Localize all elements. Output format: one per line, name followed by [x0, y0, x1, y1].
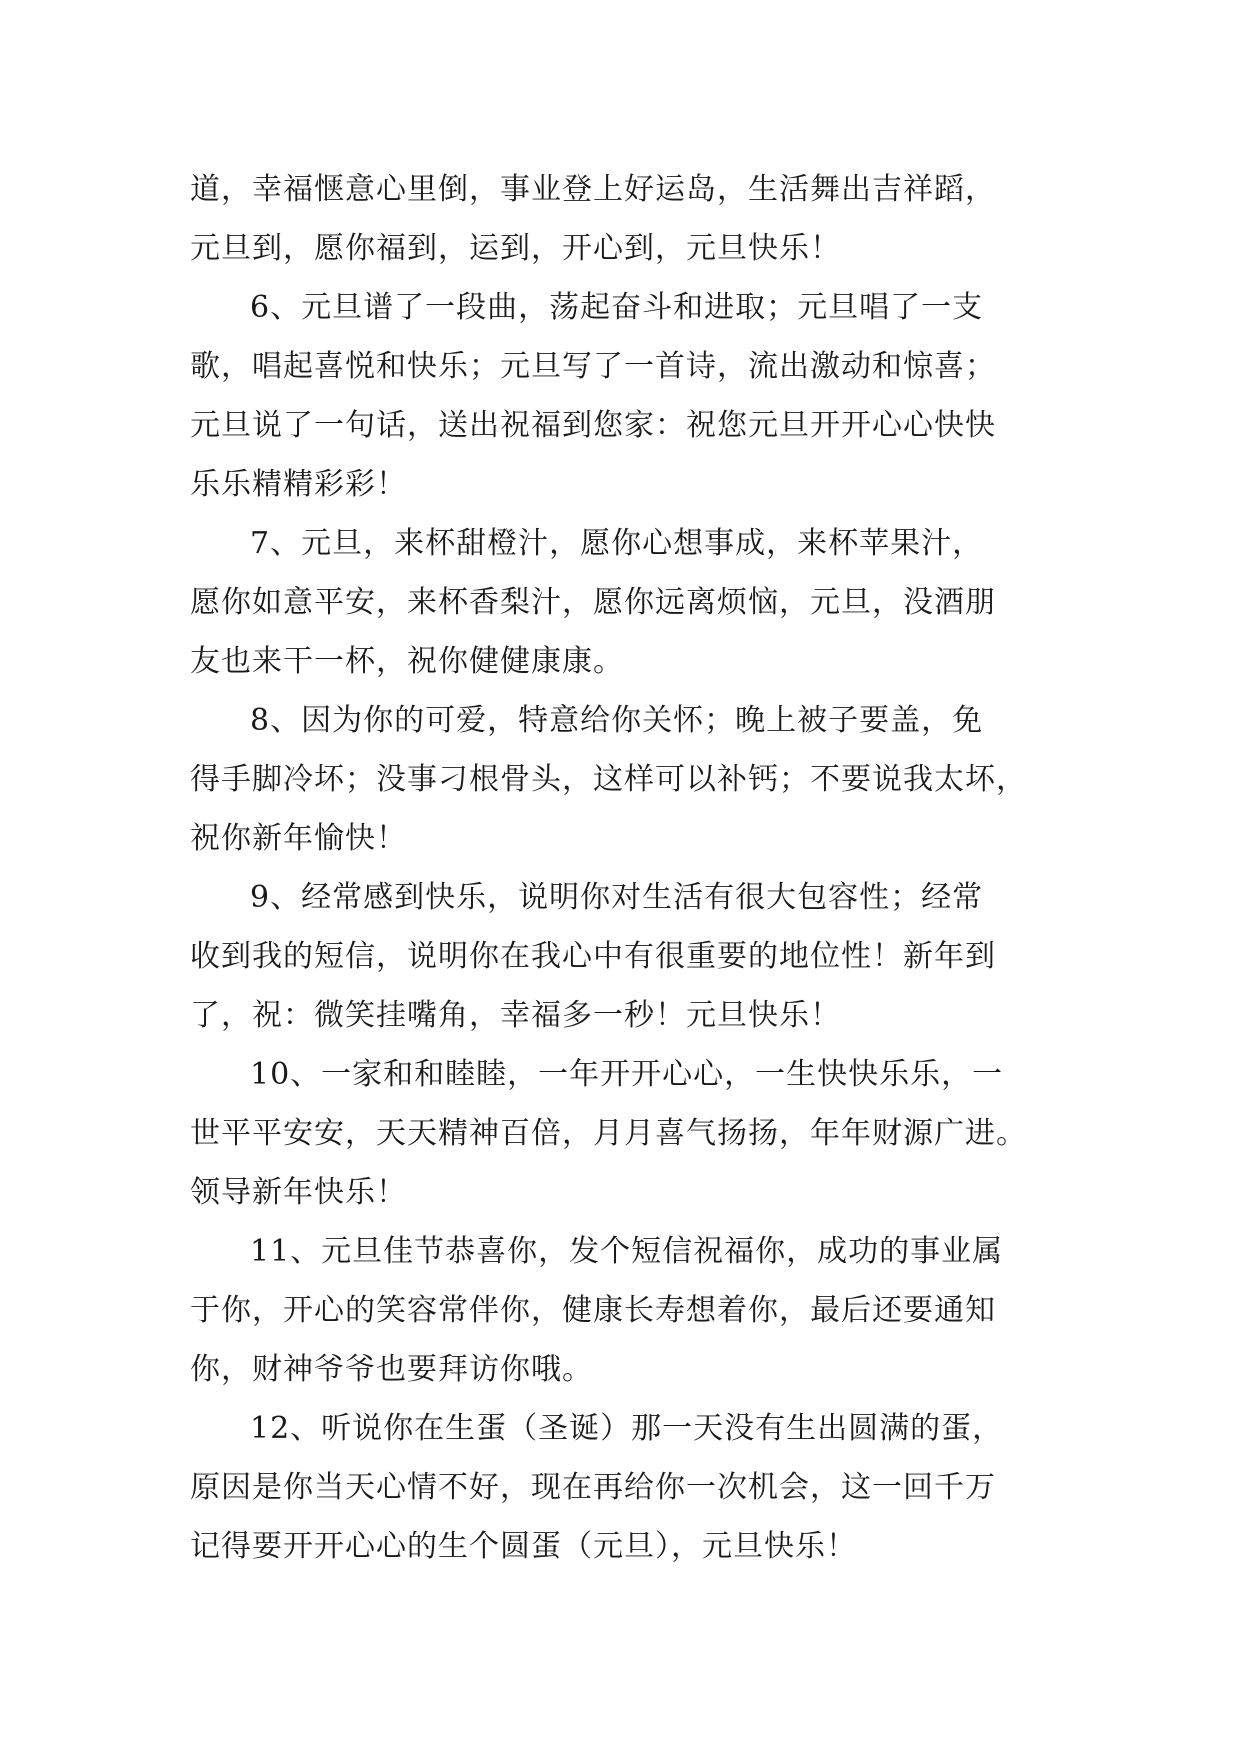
paragraph-item-8 — [190, 691, 1070, 868]
text-line: 6、元旦谱了一段曲，荡起奋斗和进取；元旦唱了一支 — [250, 290, 984, 325]
paragraph-item-11 — [190, 1222, 1070, 1399]
paragraph-item-10 — [190, 1045, 1070, 1222]
text-line: 友也来干一杯，祝你健健康康。 — [190, 644, 624, 679]
text-line: 你，财神爷爷也要拜访你哦。 — [190, 1352, 593, 1387]
text-line: 乐乐精精彩彩！ — [190, 467, 407, 502]
paragraph-item-9 — [190, 868, 1070, 1045]
text-line: 记得要开开心心的生个圆蛋（元旦），元旦快乐！ — [190, 1529, 857, 1564]
text-line: 8、因为你的可爱，特意给你关怀；晚上被子要盖，免 — [250, 703, 984, 738]
text-line: 得手脚冷坏；没事刁根骨头，这样可以补钙；不要说我太坏， — [190, 762, 1027, 797]
text-line: 12、听说你在生蛋（圣诞）那一天没有生出圆满的蛋， — [250, 1411, 1004, 1446]
text-line: 原因是你当天心情不好，现在再给你一次机会，这一回千万 — [190, 1470, 996, 1505]
text-line: 7、元旦，来杯甜橙汁，愿你心想事成，来杯苹果汁， — [250, 526, 984, 561]
text-line: 领导新年快乐！ — [190, 1175, 407, 1210]
paragraph-continuation — [190, 160, 1070, 278]
text-line: 于你，开心的笑容常伴你，健康长寿想着你，最后还要通知 — [190, 1293, 996, 1328]
text-line: 9、经常感到快乐，说明你对生活有很大包容性；经常 — [250, 880, 984, 915]
text-line: 世平平安安，天天精神百倍，月月喜气扬扬，年年财源广进。 — [190, 1116, 1027, 1151]
paragraph-item-12 — [190, 1399, 1070, 1576]
text-line: 道，幸福惬意心里倒，事业登上好运岛，生活舞出吉祥蹈， — [190, 172, 996, 207]
text-line: 11、元旦佳节恭喜你，发个短信祝福你，成功的事业属 — [250, 1234, 1004, 1269]
text-line: 歌，唱起喜悦和快乐；元旦写了一首诗，流出激动和惊喜； — [190, 349, 996, 384]
text-line: 收到我的短信，说明你在我心中有很重要的地位性！新年到 — [190, 939, 996, 974]
text-line: 愿你如意平安，来杯香梨汁，愿你远离烦恼，元旦，没酒朋 — [190, 585, 996, 620]
document-body — [190, 160, 1070, 1576]
text-line: 10、一家和和睦睦，一年开开心心，一生快快乐乐，一 — [250, 1057, 1004, 1092]
text-line: 祝你新年愉快！ — [190, 821, 407, 856]
text-line: 元旦说了一句话，送出祝福到您家：祝您元旦开开心心快快 — [190, 408, 996, 443]
text-line: 了，祝：微笑挂嘴角，幸福多一秒！元旦快乐！ — [190, 998, 841, 1033]
paragraph-item-7 — [190, 514, 1070, 691]
paragraph-item-6 — [190, 278, 1070, 514]
text-line: 元旦到，愿你福到，运到，开心到，元旦快乐！ — [190, 231, 841, 266]
